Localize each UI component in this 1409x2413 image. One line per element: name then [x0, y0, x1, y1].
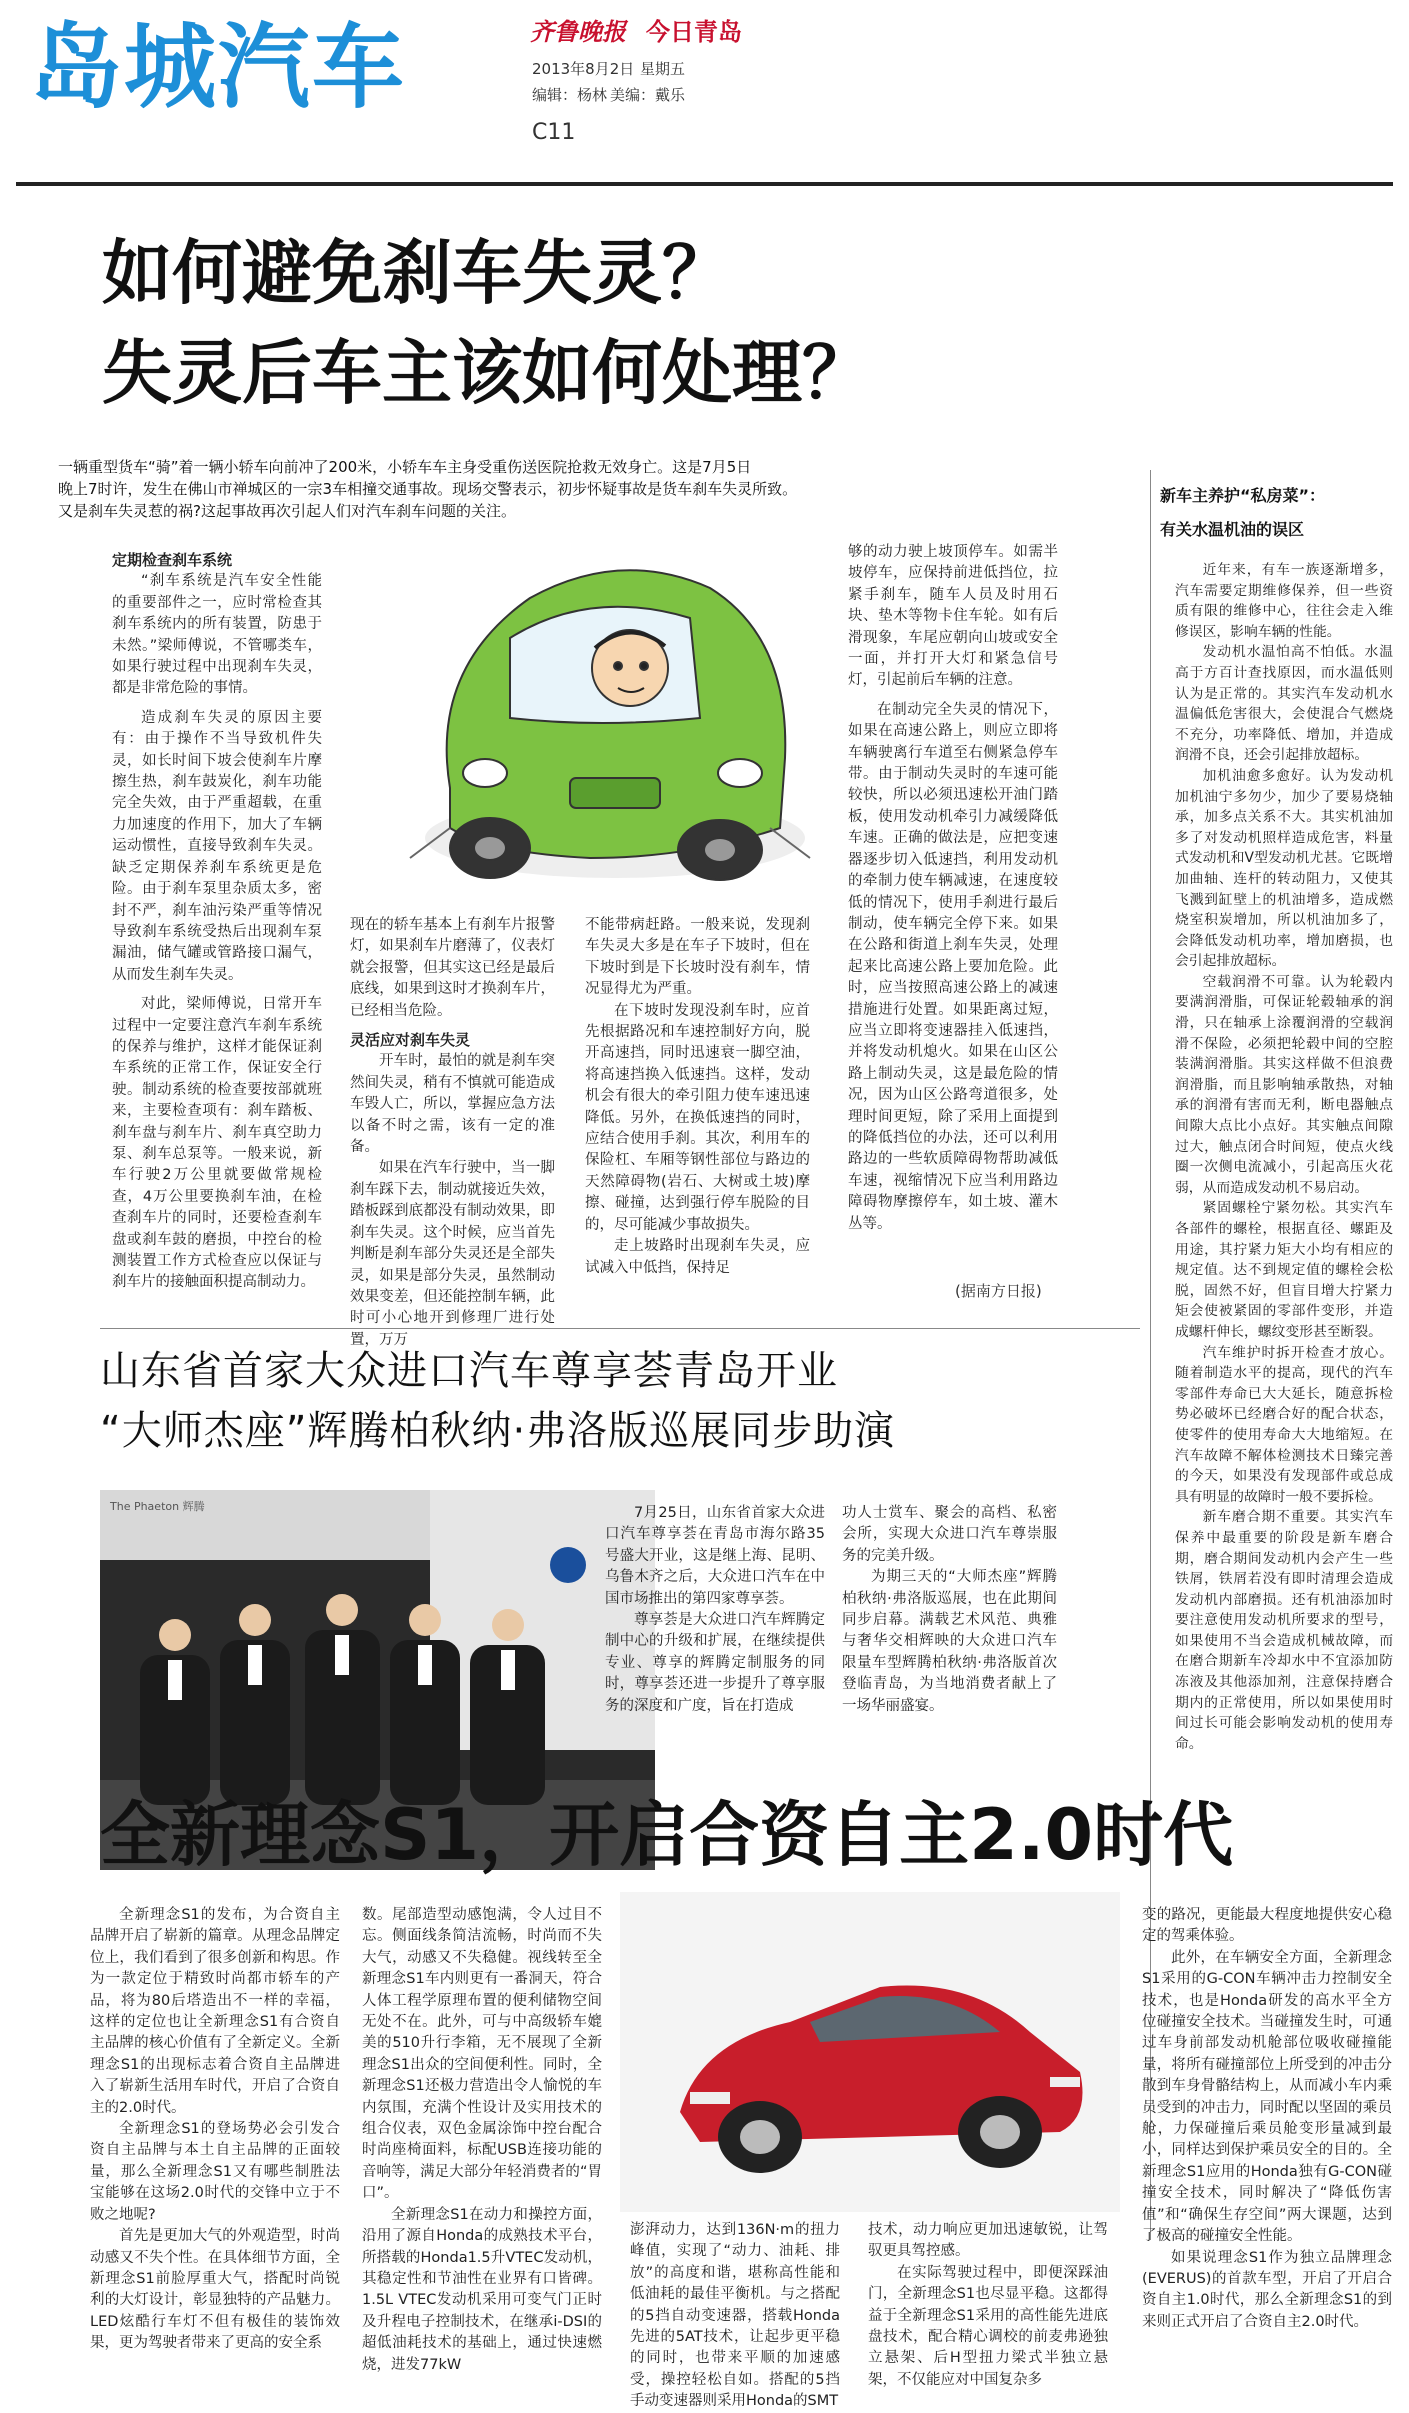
paragraph: 为期三天的“大师杰座”辉腾柏秋纳·弗洛版巡展，也在此期间同步启幕。满载艺术风范、典雅与奢华交相辉映的大众进口汽车限量车型辉腾柏秋纳·弗洛版首次登临青岛，为当地消费者献上了一场华丽盛宴。 [842, 1569, 1057, 1714]
paragraph: 对此，梁师傅说，日常开车过程中一定要注意汽车刹车系统的保养与维护，这样才能保证刹车系统的正常工作，保证安全行驶。制动系统的检查要按部就班来，主要检查项有：刹车踏板、刹车盘与刹车片、刹车真空助力泵、刹车总泵等。一般来说，新车行驶2万公里就要做常规检查，4万公里要换刹车油，在检查刹车片的同时，还要检查刹车盘或刹车鼓的磨损，中控台的检测装置工作方式检查应以保证与刹车片的接触面积提高制动力。 [112, 996, 322, 1291]
subhead-brake-check: 定期检查刹车系统 [112, 551, 233, 569]
paragraph: 加机油愈多愈好。认为发动机加机油宁多勿少，加少了要易烧轴承，加多点关系不大。其实机油加多了对发动机照样造成危害，料量式发动机和V型发动机尤甚。它既增加曲轴、连杆的转动阻力，又使其飞溅到缸壁上的机油增多，造成燃烧室积炭增加，所以机油加多了，会降低发动机功率，增加磨损，也会引起排放超标。 [1175, 767, 1393, 970]
lede-line-3: 又是刹车失灵惹的祸?这起事故再次引起人们对汽车刹车问题的关注。 [58, 502, 516, 520]
article-source: (据南方日报) [955, 1282, 1042, 1300]
lede-line-2: 晚上7时许，发生在佛山市禅城区的一宗3车相撞交通事故。现场交警表示，初步怀疑事故是货车刹车失灵所致。 [58, 480, 798, 498]
paragraph: 紧固螺栓宁紧勿松。其实汽车各部件的螺栓，根据直径、螺距及用途，其拧紧力矩大小均有相应的规定值。达不到规定值的螺栓会松脱，固然不好，但盲目增大拧紧力矩会使被紧固的零部件变形，并造成螺杆伸长，螺纹变形甚至断裂。 [1175, 1200, 1393, 1340]
paragraph: 发动机水温怕高不怕低。水温高于方百计查找原因，而水温低则认为是正常的。其实汽车发动机水温偏低危害很大，会使混合气燃烧不充分，功率降低、增加，并造成润滑不良，还会引起排放超标。 [1175, 644, 1393, 764]
article-column-1 [112, 550, 322, 1294]
art-editor-credit: 美编：戴乐 [610, 86, 686, 104]
car-cartoon-illustration [390, 528, 830, 910]
vw-headline: 山东省首家大众进口汽车尊享荟青岛开业 [100, 1348, 838, 1394]
s1-column-2 [362, 1905, 602, 2376]
paragraph: 空载润滑不可靠。认为轮毂内要满润滑脂，可保证轮毂轴承的润滑，只在轴承上涂覆润滑的空载润滑不保险，必须把轮毂中间的空腔装满润滑脂。其实这样做不但浪费润滑脂，而且影响轴承散热，对轴承的润滑有害而无利，断电器触点间隙大点比小点好。其实触点间隙过大，触点闭合时间短，使点火线圈一次侧电流减小，引起高压火花弱，从而造成发动机不易启动。 [1175, 973, 1393, 1196]
paragraph: 尊享荟是大众进口汽车辉腾定制中心的升级和扩展，在继续提供专业、尊享的辉腾定制服务的同时，尊享荟还进一步提升了尊享服务的深度和广度，旨在打造成 [605, 1612, 825, 1714]
s1-column-5 [1142, 1905, 1392, 2333]
paragraph: 数。尾部造型动感饱满，令人过目不忘。侧面线条简洁流畅，时尚而不失大气，动感又不失稳健。视线转至全新理念S1车内则更有一番洞天，符合人体工程学原理布置的便利储物空间无处不在。此外，可与中高级轿车媲美的510升行李箱，无不展现了全新理念S1出众的空间便利性。同时，全新理念S1还极力营造出令人愉悦的车内氛围，充满个性设计及实用技术的组合仪表，双色金属涂饰中控台配合时尚座椅面料，标配USB连接功能的音响等，满足大部分年轻消费者的“胃口”。 [362, 1907, 602, 2202]
issue-date: 2013年8月2日 [532, 60, 635, 78]
page-number: C11 [532, 120, 576, 145]
paragraph: 在实际驾驶过程中，即便深踩油门，全新理念S1也尽显平稳。这都得益于全新理念S1采用的高性能先进底盘技术，配合精心调校的前麦弗逊独立悬架、后H型扭力梁式半独立悬架，不仅能应对中国复杂多 [868, 2264, 1108, 2388]
sidebar-title-line-2: 有关水温机油的误区 [1160, 520, 1305, 539]
paragraph: 近年来，有车一族逐渐增多，汽车需要定期维修保养，但一些资质有限的维修中心，往往会走入维修误区，影响车辆的性能。 [1175, 562, 1393, 640]
car-s1-photo [620, 1892, 1120, 2212]
paragraph: 变的路况，更能最大程度地提供安心稳定的驾乘体验。 [1142, 1907, 1392, 1945]
paragraph: 造成刹车失灵的原因主要有：由于操作不当导致机件失灵，如长时间下坡会使刹车片摩擦生热，刹车鼓炭化，刹车功能完全失效，由于严重超载，在重力加速度的作用下，加大了车辆运动惯性，直接导致刹车失灵。缺乏定期保养刹车系统更是危险。由于刹车泵里杂质太多，密封不严，刹车油污染严重等情况导致刹车系统受热后出现刹车泵漏油，储气罐或管路接口漏气，从而发生刹车失灵。 [112, 709, 322, 983]
paragraph: 走上坡路时出现刹车失灵，应试减入中低挡，保持足 [585, 1238, 810, 1276]
paragraph: “刹车系统是汽车安全性能的重要部件之一，应时常检查其刹车系统内的所有装置，防患于未然。”梁师傅说，不管哪类车，如果行驶过程中出现刹车失灵，都是非常危险的事情。 [112, 573, 322, 697]
paragraph: 如果在汽车行驶中，当一脚刹车踩下去，制动就接近失效，踏板踩到底都没有制动效果，即刹车失灵。这个时候，应当首先判断是刹车部分失灵还是全部失灵，如果是部分失灵，虽然制动效果变差，但还能控制车辆，此时可小心地开到修理厂进行处置，万万 [350, 1160, 555, 1348]
masthead-divider [16, 182, 1393, 186]
paragraph: 全新理念S1在动力和操控方面，沿用了源自Honda的成熟技术平台，所搭载的Honda1.5升VTEC发动机，其稳定性和节油性在业界有口皆碑。1.5L VTEC发动机采用可变气门正时及升程电子控制技术，在继承i-DSI的超低油耗技术的基础上，通过快速燃烧，进发77kW [362, 2206, 602, 2373]
article-column-4 [848, 542, 1058, 1235]
vw-column-2 [842, 1503, 1057, 1717]
paragraph: 7月25日，山东省首家大众进口汽车尊享荟在青岛市海尔路35号盛大开业，这是继上海、昆明、乌鲁木齐之后，大众进口汽车在中国市场推出的第四家尊享荟。 [605, 1505, 825, 1607]
paragraph: 如果说理念S1作为独立品牌理念(EVERUS)的首款车型，开启了开启合资自主1.0时代，那么全新理念S1的到来则正式开启了合资自主2.0时代。 [1142, 2249, 1392, 2330]
paragraph: 汽车维护时拆开检查才放心。随着制造水平的提高，现代的汽车零部件寿命已大大延长，随意拆检势必破坏已经磨合好的配合状态，使零件的使用寿命大大地缩短。在汽车故障不解体检测技术日臻完善的今天，如果没有发现部件或总成具有明显的故障时一般不要拆检。 [1175, 1344, 1393, 1505]
s1-column-3 [630, 2220, 840, 2413]
section-title: 岛城汽车 [30, 14, 407, 121]
headline-line-2: 失灵后车主该如何处理？ [102, 332, 872, 414]
article-column-2 [350, 915, 555, 1351]
paragraph: 功人士赏车、聚会的高档、私密会所，实现大众进口汽车尊崇服务的完美升级。 [842, 1505, 1057, 1564]
paragraph: 澎湃动力，达到136N·m的扭力峰值，实现了“动力、油耗、排放”的高度和谐，堪称高性能和低油耗的最佳平衡机。与之搭配的5挡自动变速器，搭载Honda先进的5AT技术，让起步更平稳的同时，也带来平顺的加速感受，操控轻松自如。搭配的5挡手动变速器则采用Honda的SMT [630, 2222, 840, 2410]
paragraph: 全新理念S1的登场势必会引发合资自主品牌与本土自主品牌的正面较量，那么全新理念S1又有哪些制胜法宝能够在这场2.0时代的交锋中立于不败之地呢? [90, 2121, 340, 2223]
editor-credit: 编辑：杨林 [532, 86, 608, 104]
paragraph: 不能带病赶路。一般来说，发现刹车失灵大多是在车子下坡时，但在下坡时到是下长坡时没有刹车，情况显得尤为严重。 [585, 917, 810, 998]
vw-column-1 [605, 1503, 825, 1717]
paragraph: 技术，动力响应更加迅速敏锐，让驾驭更具驾控感。 [868, 2222, 1108, 2260]
s1-headline: 全新理念S1，开启合资自主2.0时代 [100, 1794, 1234, 1876]
s1-column-4 [868, 2220, 1108, 2391]
photo-backdrop-text: The Phaeton 辉腾 [110, 1500, 205, 1513]
paragraph: 在下坡时发现没刹车时，应首先根据路况和车速控制好方向，脱开高速挡，同时迅速衰一脚空油，将高速挡换入低速挡。这样，发动机会有很大的牵引阻力使车速迅速降低。另外，在换低速挡的同时，应结合使用手刹。其次，利用车的保险杠、车厢等钢性部位与路边的天然障碍物(岩石、大树或土坡)摩擦、碰撞，达到强行停车脱险的目的，尽可能减少事故损失。 [585, 1002, 810, 1233]
newspaper-edition: 今日青岛 [646, 18, 742, 46]
sidebar-title-line-1: 新车主养护“私房菜”： [1160, 486, 1326, 505]
paragraph: 全新理念S1的发布，为合资自主品牌开启了崭新的篇章。从理念品牌定位上，我们看到了很多创新和构思。作为一款定位于精致时尚都市轿车的产品，将为80后塔造出不一样的幸福，这样的定位也让全新理念S1有合资自主品牌的核心价值有了全新定义。全新理念S1的出现标志着合资自主品牌进入了崭新生活用车时代，开启了合资自主的2.0时代。 [90, 1907, 340, 2116]
vw-subheadline: “大师杰座”辉腾柏秋纳·弗洛版巡展同步助演 [100, 1408, 896, 1454]
paragraph: 现在的轿车基本上有刹车片报警灯，如果刹车片磨薄了，仪表灯就会报警，但其实这已经是最后底线，如果到这时才换刹车片，已经相当危险。 [350, 917, 555, 1019]
paragraph: 在制动完全失灵的情况下，如果在高速公路上，则应立即将车辆驶离行车道至右侧紧急停车带。由于制动失灵时的车速可能较快，所以必须迅速松开油门踏板，使用发动机牵引力减缓降低车速。正确的做法是，应把变速器逐步切入低速挡，利用发动机的牵制力使车辆减速，在速度较低的情况下，使用手刹进行最后制动，使车辆完全停下来。如果在公路和街道上刹车失灵，处理起来比高速公路上要加危险。此时，应当按照高速公路上的减速措施进行处置。如果距离过短，应当立即将变速器挂入低速挡，并将发动机熄火。如果在山区公路上制动失灵，这是最危险的情况，因为山区公路弯道很多，处理时间更短，除了采用上面提到的降低挡位的办法，还可以利用路边的一些软质障碍物帮助减低车速，视缩情况下应当利用路边障碍物摩擦停车，如土坡、灌木丛等。 [848, 701, 1058, 1232]
section-divider [100, 1328, 1140, 1329]
issue-weekday: 星期五 [640, 60, 686, 78]
subhead-brake-failure: 灵活应对刹车失灵 [350, 1031, 471, 1050]
newspaper-name: 齐鲁晚报 [530, 18, 626, 46]
lede-line-1: 一辆重型货车“骑”着一辆小轿车向前冲了200米，小轿车车主身受重伤送医院抢救无效身亡。这是7月5日 [58, 458, 752, 476]
paragraph: 新车磨合期不重要。其实汽车保养中最重要的阶段是新车磨合期，磨合期间发动机内会产生一些铁屑，铁屑若没有即时清理会造成发动机内部磨损。还有机油添加时要注意使用发动机所要求的型号，如果使用不当会造成机械故障，而在磨合期新车冷却水中不宜添加防冻液及其他添加剂，注意保持磨合期内的正常使用，所以如果使用时间过长可能会影响发动机的使用寿命。 [1175, 1509, 1393, 1752]
paragraph: 开车时，最怕的就是刹车突然间失灵，稍有不慎就可能造成车毁人亡，所以，掌握应急方法以备不时之需，该有一定的准备。 [350, 1053, 555, 1156]
paragraph: 此外，在车辆安全方面，全新理念S1采用的G-CON车辆冲击力控制安全技术，也是Honda研发的高水平全方位碰撞安全技术。当碰撞发生时，可通过车身前部发动机舱部位吸收碰撞能量，将所有碰撞部位上所受到的冲击分散到车身骨骼结构上，从而减小车内乘员受到的冲击力，同时配以坚固的乘员舱，力保碰撞后乘员舱变形量减到最小，同样达到保护乘员安全的目的。全新理念S1应用的Honda独有G-CON碰撞安全技术，同时解决了“降低伤害值”和“确保生存空间”两大课题，达到了极高的碰撞安全性能。 [1142, 1949, 1392, 2245]
paragraph: 首先是更加大气的外观造型，时尚动感又不失个性。在具体细节方面，全新理念S1前脸厚重大气，搭配时尚锐利的大灯设计，彰显独特的产品魅力。LED炫酷行车灯不但有极佳的装饰效果，更为驾驶者带来了更高的安全系 [90, 2228, 340, 2352]
paragraph: 够的动力驶上坡顶停车。如需半坡停车，应保持前进低挡位，拉紧手刹车，随车人员及时用石块、垫木等物卡住车轮。如有后滑现象，车尾应朝向山坡或安全一面，并打开大灯和紧急信号灯，引起前后车辆的注意。 [848, 544, 1058, 689]
s1-column-1 [90, 1905, 340, 2355]
headline-line-1: 如何避免刹车失灵？ [102, 232, 732, 314]
article-column-3 [585, 915, 810, 1279]
sidebar-body [1175, 560, 1393, 1754]
